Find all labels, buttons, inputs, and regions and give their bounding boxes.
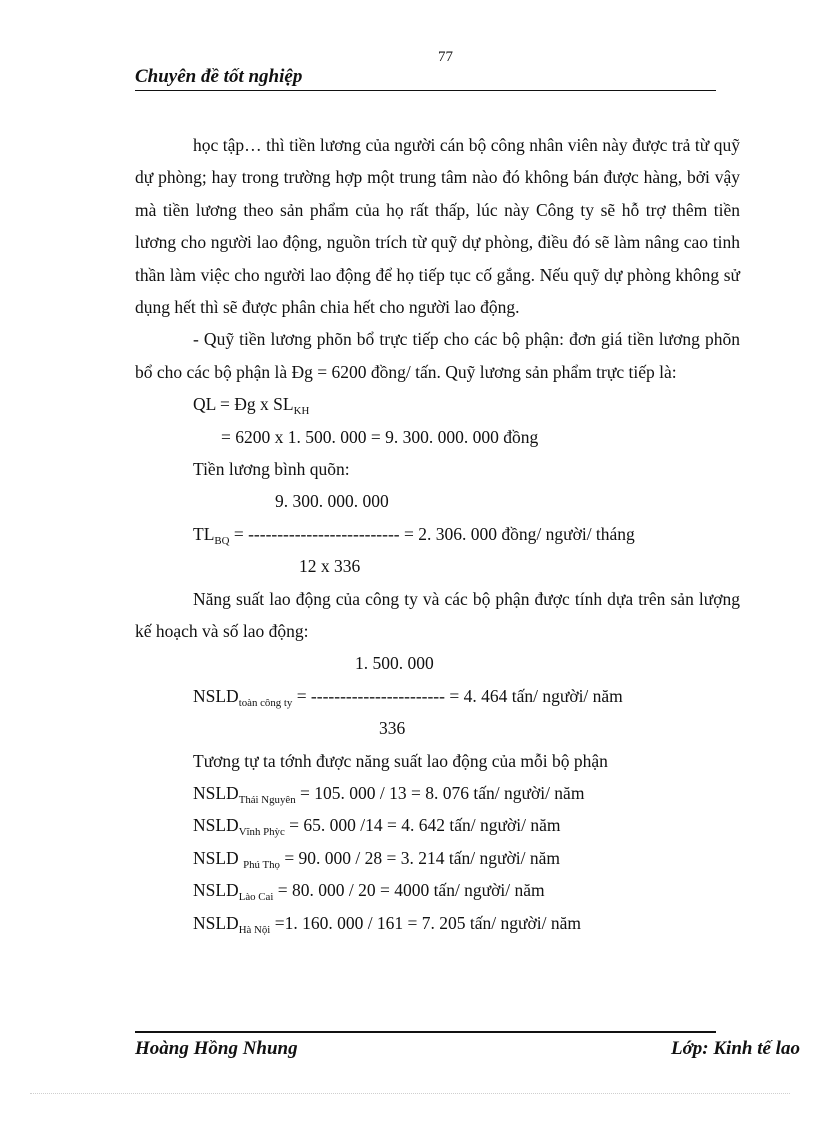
tl-numerator: 9. 300. 000. 000 xyxy=(275,491,389,512)
nsld-denominator: 336 xyxy=(379,718,406,739)
document-body xyxy=(135,129,740,939)
header-title: Chuyên đề tốt nghiệp xyxy=(135,66,303,87)
ql-formula: QL = Đg x $SL_{KH}$ xyxy=(193,394,310,418)
footer-rule xyxy=(135,1031,716,1033)
footer-author: Hoàng Hồng Nhung xyxy=(135,1038,298,1059)
nsld-unit-line: $NSLD_{Vĩnh Phỳc} = 65$. 000 /14 = 4. 642 tấn/ người/ năm xyxy=(193,815,561,839)
tl-denominator: 12 x 336 xyxy=(299,556,361,577)
page-number: 77 xyxy=(438,49,453,65)
ql-formula-result: = 6200 x 1. 500. 000 = 9. 300. 000. 000 đồng xyxy=(221,426,539,447)
paragraph-2: - Quỹ tiền lương phõn bổ trực tiếp cho các bộ phận: đơn giá tiền lương phõn bổ cho các bộ phận là Đg = 6200 đồng/ tấn. Quỹ lương sản phẩm trực tiếp là: xyxy=(135,329,740,382)
nsld-unit-line: $NSLD_{Thái Nguyên} = 105$. 000 / 13 = 8. 076 tấn/ người/ năm xyxy=(193,782,585,806)
nsld-unit-line: NSLD $_{Phú Thọ}$ = 90. 000 / 28 = 3. 214 tấn/ người/ năm xyxy=(193,847,560,871)
paragraph-1: học tập… thì tiền lương của người cán bộ công nhân viên này được trả từ quỹ dự phòng; hay trong trường hợp một trung tâm nào đó không bán được hàng, bởi vậy mà tiền lương theo sản phẩm của họ rất thấp, lúc này Công ty sẽ hỗ trợ thêm tiền lương cho người lao động, nguồn trích từ quỹ dự phòng, điều đó sẽ làm nâng cao tinh thần làm việc cho người lao động để họ tiếp tục cố gắng. Nếu quỹ dự phòng không sử dụng hết thì sẽ được phân chia hết cho người lao động. xyxy=(135,135,740,318)
avg-wage-label: Tiền lương bình quõn: xyxy=(193,459,350,480)
nsld-numerator: 1. 500. 000 xyxy=(355,653,434,674)
tl-formula: $TL_{BQ}$ = -------------------------- = 2. 306. 000 đồng/ người/ tháng xyxy=(193,523,635,547)
similar-label: Tương tự ta tớnh được năng suất lao động của mỗi bộ phận xyxy=(193,750,608,771)
nsld-company-formula: $NSLD_{toàn công ty}$ = ----------------------- = 4. 464 tấn/ người/ năm xyxy=(193,685,623,709)
page-edge-dotted-line xyxy=(30,1093,790,1094)
nsld-unit-line: $NSLD_{Hà Nội} =1$. 160. 000 / 161 = 7. 205 tấn/ người/ năm xyxy=(193,912,582,936)
nsld-unit-line: $NSLD_{Lào Cai} = 80$. 000 / 20 = 4000 tấn/ người/ năm xyxy=(193,880,545,903)
footer-class: Lớp: Kinh tế lao xyxy=(671,1038,800,1059)
header-rule xyxy=(135,90,716,91)
paragraph-3: Năng suất lao động của công ty và các bộ phận được tính dựa trên sản lượng kế hoạch và số lao động: xyxy=(135,588,740,641)
